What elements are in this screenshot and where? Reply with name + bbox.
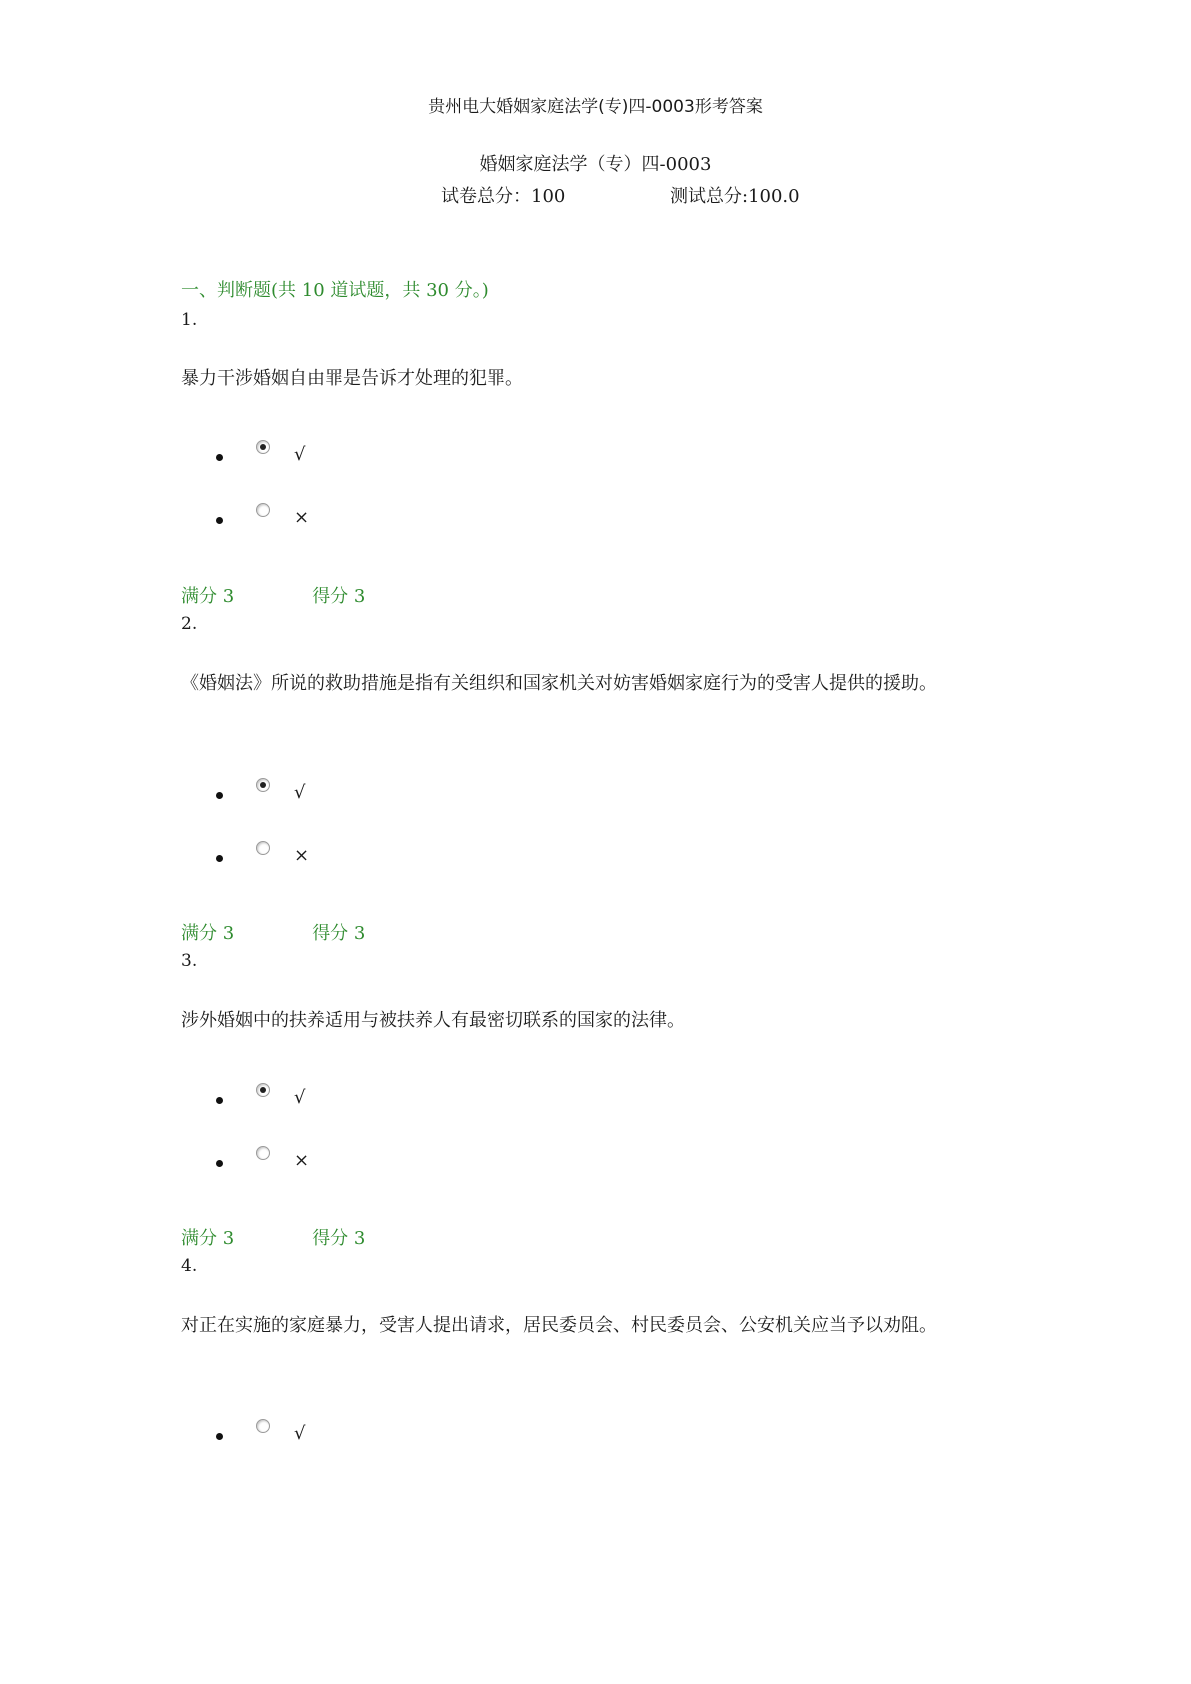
got-score: 得分 3 (312, 586, 366, 607)
exam-title: 婚姻家庭法学（专）四-0003 (479, 154, 712, 175)
question-number: 3. (181, 951, 198, 971)
full-score: 满分 3 (181, 586, 235, 607)
question-number: 1. (181, 310, 198, 330)
option-label: √ (294, 782, 306, 803)
bullet-icon (216, 454, 223, 461)
bullet-icon (216, 1097, 223, 1104)
question-text: 《婚姻法》所说的救助措施是指有关组织和国家机关对妨害婚姻家庭行为的受害人提供的援助。 (181, 673, 937, 694)
score-row (181, 919, 365, 945)
radio-unchecked-icon[interactable] (256, 1146, 270, 1160)
option-label: × (294, 845, 310, 866)
document-title: 贵州电大婚姻家庭法学(专)四-0003形考答案 (428, 97, 763, 117)
question-number: 2. (181, 614, 198, 634)
radio-checked-icon[interactable] (256, 440, 270, 454)
option-label: √ (294, 1423, 306, 1444)
radio-checked-icon[interactable] (256, 778, 270, 792)
question-text: 暴力干涉婚姻自由罪是告诉才处理的犯罪。 (181, 368, 523, 389)
score-row (181, 1224, 365, 1250)
got-score: 得分 3 (312, 1228, 366, 1249)
bullet-icon (216, 517, 223, 524)
bullet-icon (216, 855, 223, 862)
radio-unchecked-icon[interactable] (256, 841, 270, 855)
option-label: × (294, 1150, 310, 1171)
section-heading: 一、判断题(共 10 道试题，共 30 分。) (181, 280, 489, 301)
got-score: 得分 3 (312, 923, 366, 944)
radio-checked-icon[interactable] (256, 1083, 270, 1097)
radio-unchecked-icon[interactable] (256, 1419, 270, 1433)
bullet-icon (216, 1433, 223, 1440)
radio-unchecked-icon[interactable] (256, 503, 270, 517)
bullet-icon (216, 1160, 223, 1167)
option-label: √ (294, 1087, 306, 1108)
test-score-label: 测试总分:100.0 (670, 186, 800, 207)
full-score: 满分 3 (181, 1228, 235, 1249)
question-number: 4. (181, 1256, 198, 1276)
option-label: √ (294, 444, 306, 465)
question-text: 涉外婚姻中的扶养适用与被扶养人有最密切联系的国家的法律。 (181, 1010, 685, 1031)
option-label: × (294, 507, 310, 528)
question-text: 对正在实施的家庭暴力，受害人提出请求，居民委员会、村民委员会、公安机关应当予以劝阻。 (181, 1315, 937, 1336)
total-score-label: 试卷总分：100 (441, 186, 566, 207)
full-score: 满分 3 (181, 923, 235, 944)
score-row (181, 582, 365, 608)
bullet-icon (216, 792, 223, 799)
